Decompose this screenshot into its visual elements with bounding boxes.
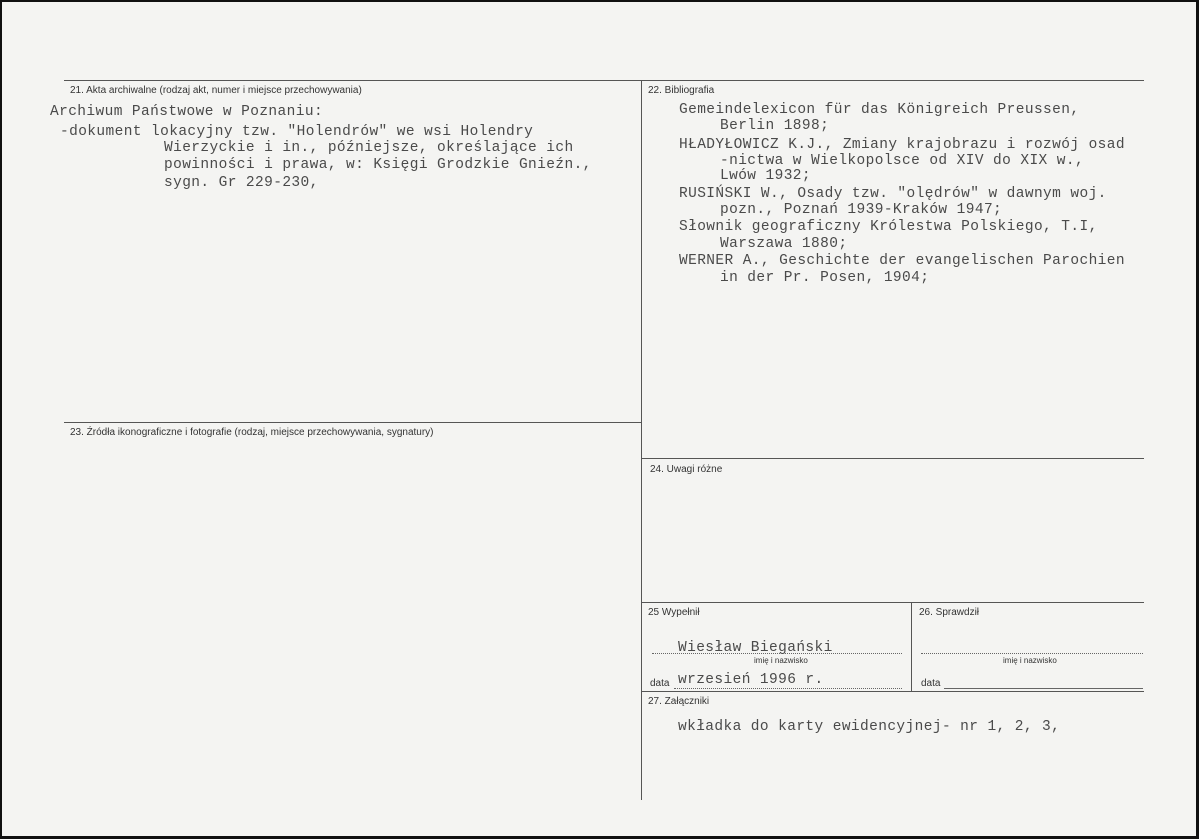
s22-line-10: WERNER A., Geschichte der evangelischen Parochien [679, 253, 1125, 269]
checked-by-name-caption: imię i nazwisko [1003, 656, 1057, 665]
record-card [2, 2, 1196, 836]
filled-by-date-label: data [650, 678, 670, 689]
section-24-label: 24. Uwagi różne [650, 464, 723, 475]
s22-line-5: Lwów 1932; [720, 168, 812, 184]
s22-line-11: in der Pr. Posen, 1904; [720, 270, 930, 286]
section-27-label: 27. Załączniki [648, 696, 710, 707]
s22-line-6: RUSIŃSKI W., Osady tzw. "olędrów" w dawnym woj. [679, 186, 1107, 202]
s21-line-4: powinności i prawa, w: Księgi Grodzkie Gnieźn., [164, 157, 592, 173]
s21-line-5: sygn. Gr 229-230, [164, 175, 319, 191]
s22-line-1: Gemeindelexicon für das Königreich Preussen, [679, 102, 1080, 118]
right-rule-25 [642, 602, 1144, 603]
section-21-label: 21. Akta archiwalne (rodzaj akt, numer i miejsce przechowywania) [70, 85, 362, 96]
s22-line-7: pozn., Poznań 1939-Kraków 1947; [720, 202, 1003, 218]
top-rule [64, 80, 1144, 81]
section-26-label: 26. Sprawdził [919, 607, 980, 618]
checked-by-date-label: data [921, 678, 941, 689]
filled-by-name-line [652, 653, 902, 654]
s22-line-2: Berlin 1898; [720, 118, 830, 134]
center-divider [641, 80, 642, 800]
filled-by-name: Wiesław Biegański [678, 640, 833, 656]
left-mid-rule [64, 422, 642, 423]
section-22-label: 22. Bibliografia [648, 85, 715, 96]
s22-line-4: -nictwa w Wielkopolsce od XIV do XIX w., [720, 153, 1085, 169]
s22-line-8: Słownik geograficzny Królestwa Polskiego, T.I, [679, 219, 1098, 235]
checked-by-date-line [944, 688, 1143, 689]
section-25-label: 25 Wypełnił [648, 607, 700, 618]
filled-by-name-caption: imię i nazwisko [754, 656, 808, 665]
filled-by-date-line [674, 688, 902, 689]
s21-line-3: Wierzyckie i in., późniejsze, określające ich [164, 140, 574, 156]
right-rule-24 [642, 458, 1144, 459]
right-rule-27 [642, 691, 1144, 692]
s21-line-2: -dokument lokacyjny tzw. "Holendrów" we wsi Holendry [60, 124, 534, 140]
checked-by-name-line [921, 653, 1143, 654]
section-23-label: 23. Źródła ikonograficzne i fotografie (rodzaj, miejsce przechowywania, sygnatury) [70, 427, 434, 438]
attachments-text: wkładka do karty ewidencyjnej- nr 1, 2, 3, [678, 719, 1061, 735]
divider-25-26 [911, 602, 912, 691]
filled-by-date: wrzesień 1996 r. [678, 672, 824, 688]
s21-line-1: Archiwum Państwowe w Poznaniu: [50, 104, 324, 120]
s22-line-9: Warszawa 1880; [720, 236, 848, 252]
s22-line-3: HŁADYŁOWICZ K.J., Zmiany krajobrazu i rozwój osad [679, 137, 1125, 153]
